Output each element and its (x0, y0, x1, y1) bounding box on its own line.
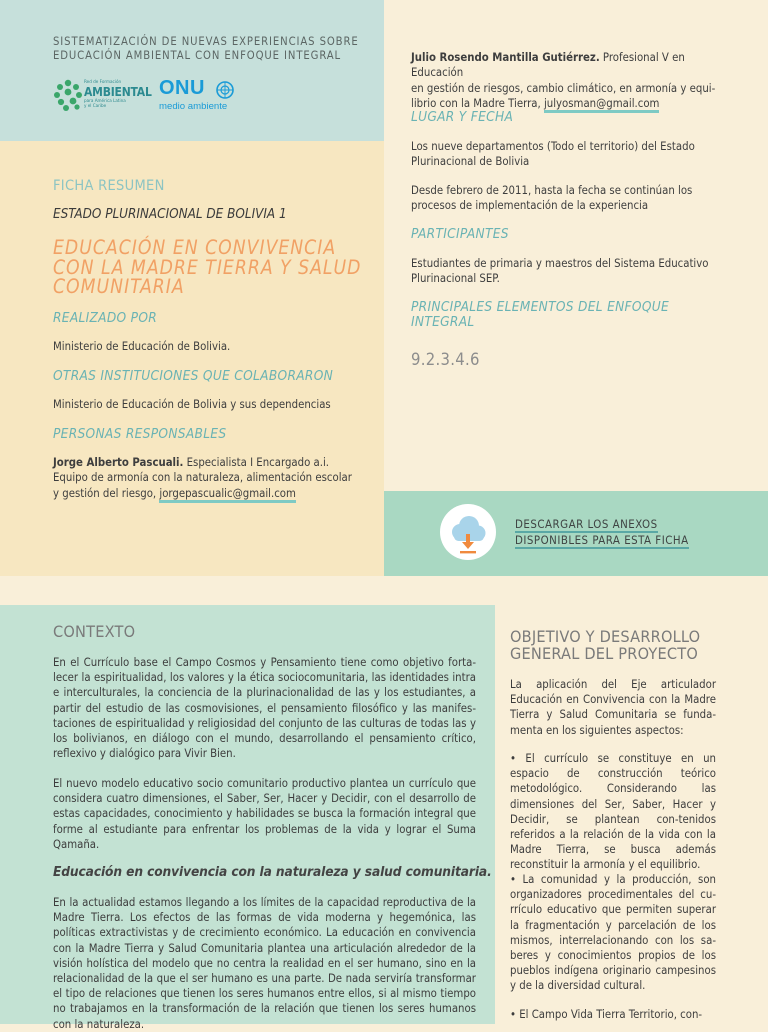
persona-role: y gestión del riesgo, (53, 486, 160, 500)
ambiental-globe-icon (53, 79, 83, 112)
lugar-text: Los nueve departamentos (Todo el territorio) del Estado Plurinacional de Bolivia (411, 140, 695, 169)
persona-entry (53, 455, 365, 501)
objetivo-heading-line: OBJETIVO Y DESARROLLO (510, 627, 701, 646)
principales-heading-line: PRINCIPALES ELEMENTOS DEL ENFOQUE (411, 299, 670, 315)
lugar-fecha-heading: LUGAR Y FECHA (411, 109, 514, 125)
realizado-text: Ministerio de Educación de Bolivia. (53, 340, 231, 353)
download-link-line[interactable]: DISPONIBLES PARA ESTA FICHA (515, 533, 689, 547)
contexto-paragraph: En la actualidad estamos llegando a los límites de la capacidad reproductiva de la Madre Tierra. Los efectos de las formas de vida moderna y hegemónica, las políticas extractivistas y de crecimiento económico. La educación en convivencia con la Madre Tierra y Salud Comunitaria plantea una articulación alrededor de la visión holística del modelo que no centra la realidad en el ser humano, sino en la relacionalidad de la que el ser humano es una parte. De nada serviría transformar el tipo de relaciones que tienen los seres humanos entre ellos, si al mismo tiempo no trabajamos en la transformación de la relación que tienen los seres humanos con la naturaleza. (53, 896, 476, 1031)
header-block (0, 0, 384, 141)
ambiental-logo-small-text: para América Latina (84, 99, 126, 104)
objetivo-paragraph: La aplicación del Eje articulador Educación en Convivencia con la Madre Tierra y Salud Comunitaria se funda-menta en los siguientes aspectos: (510, 678, 716, 737)
series-title-line: SISTEMATIZACIÓN DE NUEVAS EXPERIENCIAS SOBRE (53, 35, 359, 48)
otras-instituciones-heading: OTRAS INSTITUCIONES QUE COLABORARON (53, 368, 334, 384)
page-title-line: COMUNITARIA (53, 275, 185, 299)
page-title-line: CON LA MADRE TIERRA Y SALUD (53, 255, 362, 279)
country-heading: ESTADO PLURINACIONAL DE BOLIVIA 1 (53, 207, 287, 222)
ambiental-logo-small-text: y el Caribe (84, 104, 107, 109)
download-button[interactable] (440, 504, 496, 560)
participantes-heading: PARTICIPANTES (411, 226, 509, 242)
un-emblem-icon (214, 80, 236, 100)
contexto-heading: CONTEXTO (53, 622, 136, 641)
onu-logo-text: ONU (159, 77, 205, 99)
email-link[interactable]: julyosman@gmail.com (544, 97, 660, 113)
page-title-line: EDUCACIÓN EN CONVIVENCIA (53, 236, 337, 259)
persona-role: en gestión de riesgos, cambio climático, en armonía y equi- (411, 81, 716, 95)
principales-elementos-heading (411, 300, 701, 330)
onu-logo-subtext: medio ambiente (159, 101, 228, 112)
ambiental-logo-main-text: AMBIENTAL (84, 85, 152, 99)
series-title-line: EDUCACIÓN AMBIENTAL CON ENFOQUE INTEGRAL (53, 48, 342, 62)
objetivo-bullet: • El Campo Vida Tierra Territorio, con- (510, 1008, 703, 1021)
persona-role: Equipo de armonía con la naturaleza, alimentación escolar (53, 471, 352, 485)
ficha-label: FICHA RESUMEN (53, 178, 165, 194)
objetivo-bullet: • El currículo se constituye en un espacio de construcción teórico metodológico. Considerando las dimensiones del Ser, Saber, Hacer y Decidir, se plantean con-tenidos referidos a la relación de la vida con la Madre Tierra, se busca además reconstituir la armonía y el equilibrio. (510, 752, 716, 872)
ambiental-logo (53, 79, 152, 112)
persona-role: Especialista I Encargado a.i. (183, 456, 330, 469)
page-title (53, 238, 373, 297)
download-link[interactable] (515, 516, 689, 548)
fecha-text: Desde febrero de 2011, hasta la fecha se continúan los procesos de implementación de la experiencia (411, 184, 693, 213)
persona-name: Jorge Alberto Pascuali. (53, 456, 184, 469)
contexto-paragraph: En el Currículo base el Campo Cosmos y Pensamiento tiene como objetivo forta-lecer la espiritualidad, los valores y la ética sociocomunitaria, las identidades intra e interculturales, la conciencia de la plurinacionalidad de las y los estudiantes, a partir del estudio de las cosmovisiones, el pensamiento filosófico y las manifes-taciones de espiritualidad y religiosidad del conjunto de las culturas de todas las y los bolivianos, en diálogo con el mundo, desarrollando el pensamiento crítico, reflexivo y dialógico para Vivir Bien. (53, 656, 476, 761)
persona-entry (411, 50, 721, 111)
contexto-paragraph: El nuevo modelo educativo socio comunitario productivo plantea un currículo que considera cuatro dimensiones, el Saber, Ser, Hacer y Decidir, con el desarrollo de estas capacidades, conocimiento y habilidades se busca la formación integral que forme al estudiante para enfrentar los problemas de la vida y lograr el Suma Qamaña. (53, 777, 476, 851)
enfoque-codes: 9.2.3.4.6 (411, 350, 480, 369)
email-link[interactable]: jorgepascualic@gmail.com (159, 487, 296, 503)
ambiental-logo-small-text: Red de Formación (84, 80, 122, 85)
participantes-text: Estudiantes de primaria y maestros del Sistema Educativo Plurinacional SEP. (411, 257, 709, 286)
objetivo-heading-line: GENERAL DEL PROYECTO (510, 643, 698, 663)
realizado-heading: REALIZADO POR (53, 310, 158, 326)
otras-instituciones-text: Ministerio de Educación de Bolivia y sus dependencias (53, 398, 331, 411)
personas-heading: PERSONAS RESPONSABLES (53, 426, 227, 442)
objetivo-bullet: • La comunidad y la producción, son organizadores procedimentales del cu-rrículo educativo que permiten superar la fragmentación y parcelación de los mismos, interrelacionando con los sa-beres y conocimientos propios de los pueblos indígena originario campesinos y de la diversidad cultural. (510, 873, 716, 993)
persona-role: Profesional V en Educación (411, 51, 685, 80)
cloud-download-icon (440, 504, 496, 560)
objetivo-heading (510, 629, 730, 662)
contexto-subheading: Educación en convivencia con la naturaleza y salud comunitaria. (53, 864, 492, 880)
series-title (53, 35, 373, 62)
persona-name: Julio Rosendo Mantilla Gutiérrez. (411, 51, 600, 64)
onu-logo (159, 79, 239, 113)
principales-heading-line: INTEGRAL (411, 314, 475, 330)
persona-role: librio con la Madre Tierra, (411, 96, 544, 110)
download-link-line[interactable]: DESCARGAR LOS ANEXOS (515, 517, 658, 531)
